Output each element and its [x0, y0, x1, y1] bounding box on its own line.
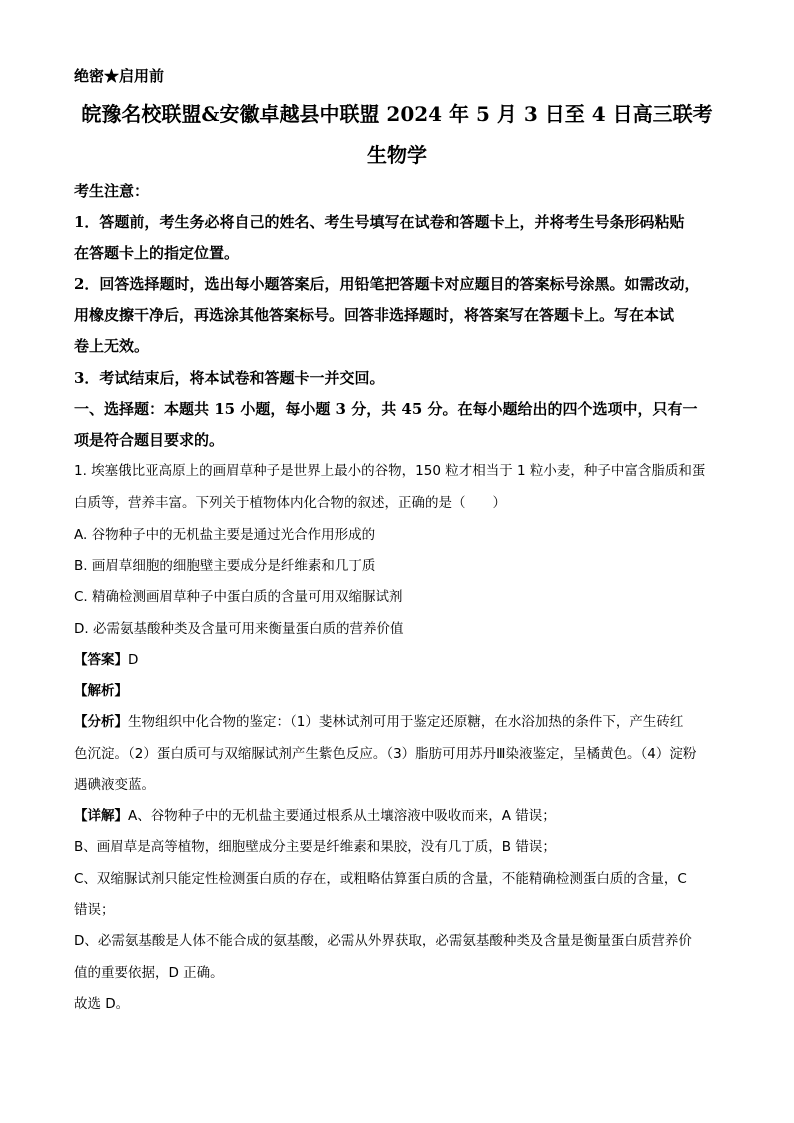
- answer-line: [74, 651, 138, 669]
- option-c: C. 精确检测画眉草种子中蛋白质的含量可用双缩脲试剂: [74, 589, 403, 605]
- notice-heading: 考生注意：: [74, 182, 150, 200]
- exam-title: 皖豫名校联盟&安徽卓越县中联盟 2024 年 5 月 3 日至 4 日高三联考: [81, 102, 713, 126]
- detail-line-d-1: D、必需氨基酸是人体不能合成的氨基酸，必需从外界获取，必需氨基酸种类及含量是衡量蛋白质营养价: [74, 933, 692, 949]
- explain-line: [74, 682, 128, 700]
- option-b: B. 画眉草细胞的细胞壁主要成分是纤维素和几丁质: [74, 558, 376, 574]
- analysis-text-1: 生物组织中化合物的鉴定：（1）斐林试剂可用于鉴定还原糖，在水浴加热的条件下，产生砖红: [128, 714, 684, 730]
- detail-text-a: A、谷物种子中的无机盐主要通过根系从土壤溶液中吸收而来，A 错误；: [128, 808, 556, 824]
- detail-line-d-2: 值的重要依据，D 正确。: [74, 965, 224, 981]
- secret-label: 绝密★启用前: [74, 67, 165, 85]
- notice-item-2-line-3: 卷上无效。: [74, 337, 150, 355]
- notice-item-1-line-1: 1．答题前，考生务必将自己的姓名、考生号填写在试卷和答题卡上，并将考生号条形码粘贴: [74, 213, 685, 231]
- subject-title: 生物学: [367, 143, 427, 167]
- answer-value: D: [128, 652, 139, 668]
- detail-line-c-1: C、双缩脲试剂只能定性检测蛋白质的存在，或粗略估算蛋白质的含量，不能精确检测蛋白质的含量，C: [74, 871, 687, 887]
- analysis-tag: 【分析】: [74, 714, 128, 730]
- analysis-line-3: 遇碘液变蓝。: [74, 777, 155, 793]
- question-stem-line-1: 1. 埃塞俄比亚高原上的画眉草种子是世界上最小的谷物，150 粒才相当于 1 粒小麦，种子中富含脂质和蛋: [74, 463, 706, 479]
- conclusion-line: 故选 D。: [74, 996, 130, 1012]
- option-a: A. 谷物种子中的无机盐主要是通过光合作用形成的: [74, 527, 376, 543]
- analysis-line-2: 色沉淀。（2）蛋白质可与双缩脲试剂产生紫色反应。（3）脂肪可用苏丹Ⅲ染液鉴定，呈橘黄色。（4）淀粉: [74, 746, 697, 762]
- detail-tag: 【详解】: [74, 808, 128, 824]
- notice-item-1-line-2: 在答题卡上的指定位置。: [74, 244, 240, 262]
- notice-item-3: 3．考试结束后，将本试卷和答题卡一并交回。: [74, 369, 385, 387]
- explain-tag: 【解析】: [74, 683, 128, 699]
- detail-line-c-2: 错误；: [74, 902, 115, 918]
- detail-line-a: [74, 807, 556, 825]
- notice-item-2-line-1: 2．回答选择题时，选出每小题答案后，用铅笔把答题卡对应题目的答案标号涂黑。如需改动，: [74, 275, 700, 293]
- option-d: D. 必需氨基酸种类及含量可用来衡量蛋白质的营养价值: [74, 621, 404, 637]
- detail-line-b: B、画眉草是高等植物，细胞壁成分主要是纤维素和果胶，没有几丁质，B 错误；: [74, 839, 556, 855]
- answer-tag: 【答案】: [74, 652, 128, 668]
- notice-item-2-line-2: 用橡皮擦干净后，再选涂其他答案标号。回答非选择题时，将答案写在答题卡上。写在本试: [74, 306, 675, 324]
- analysis-line-1: [74, 713, 683, 731]
- section-heading-line-1: 一、选择题：本题共 15 小题，每小题 3 分，共 45 分。在每小题给出的四个选项中，只有一: [74, 400, 698, 418]
- question-stem-line-2: 白质等，营养丰富。下列关于植物体内化合物的叙述，正确的是（ ）: [74, 495, 506, 511]
- section-heading-line-2: 项是符合题目要求的。: [74, 431, 225, 449]
